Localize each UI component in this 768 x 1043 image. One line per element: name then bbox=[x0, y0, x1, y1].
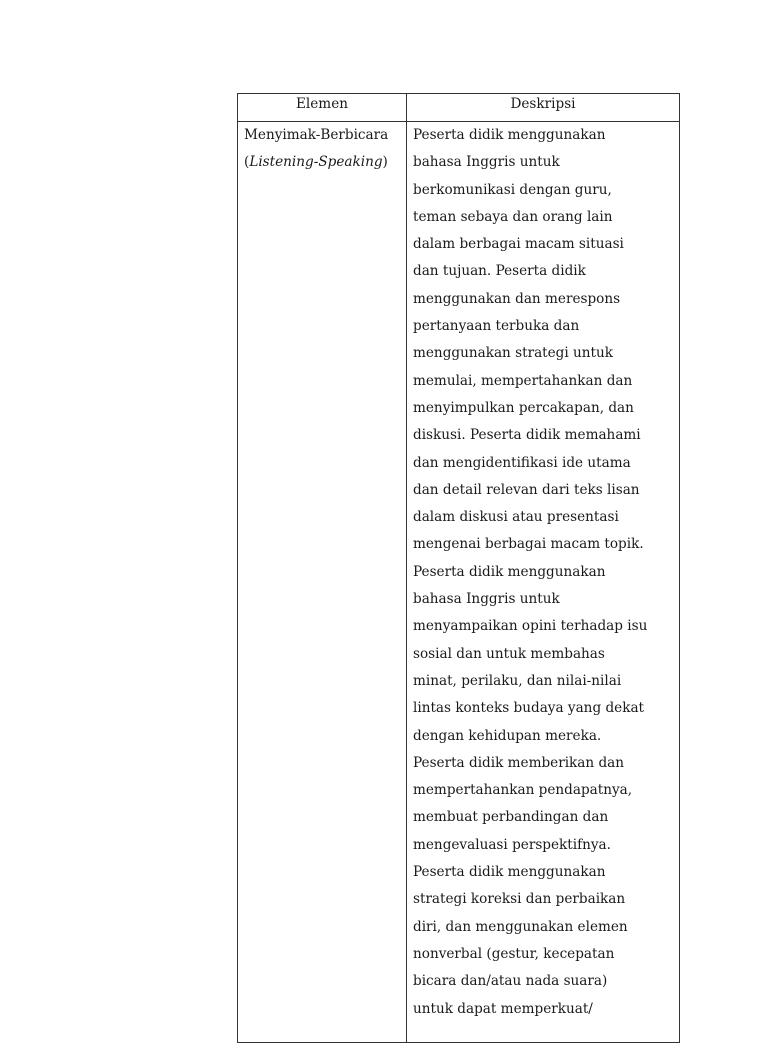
description-line: menyimpulkan percakapan, dan bbox=[413, 399, 634, 416]
paren-close: ) bbox=[382, 154, 388, 171]
description-line: Peserta didik menggunakan bbox=[413, 864, 606, 881]
description-line: mengenai berbagai macam topik. bbox=[413, 536, 644, 553]
element-cell bbox=[238, 122, 407, 1043]
description-line: strategi koreksi dan perbaikan bbox=[413, 891, 626, 908]
description-line: bahasa Inggris untuk bbox=[413, 154, 560, 171]
description-line: menggunakan dan merespons bbox=[413, 290, 621, 307]
description-line: diri, dan menggunakan elemen bbox=[413, 918, 628, 935]
header-elemen: Elemen bbox=[238, 94, 407, 122]
description-line: bahasa Inggris untuk bbox=[413, 591, 560, 608]
table-header-row bbox=[238, 94, 680, 122]
description-line: mengevaluasi perspektifnya. bbox=[413, 836, 611, 853]
description-line: menyampaikan opini terhadap isu bbox=[413, 618, 648, 635]
header-deskripsi: Deskripsi bbox=[407, 94, 680, 122]
element-subtitle-italic: Listening-Speaking bbox=[249, 154, 383, 171]
description-line: membuat perbandingan dan bbox=[413, 809, 609, 826]
description-line: bicara dan/atau nada suara) bbox=[413, 973, 608, 990]
description-line: nonverbal (gestur, kecepatan bbox=[413, 945, 615, 962]
description-line: minat, perilaku, dan nilai-nilai bbox=[413, 672, 622, 689]
description-line: untuk dapat memperkuat/ bbox=[413, 1000, 593, 1017]
description-text bbox=[413, 122, 673, 1023]
paren-open: ( bbox=[244, 154, 250, 171]
description-line: berkomunikasi dengan guru, bbox=[413, 181, 612, 198]
description-line: dan detail relevan dari teks lisan bbox=[413, 481, 640, 498]
description-line: dan tujuan. Peserta didik bbox=[413, 263, 586, 280]
description-line: Peserta didik menggunakan bbox=[413, 563, 606, 580]
description-line: memulai, mempertahankan dan bbox=[413, 372, 633, 389]
table-row bbox=[238, 122, 680, 1043]
description-line: pertanyaan terbuka dan bbox=[413, 318, 580, 335]
element-subtitle bbox=[244, 149, 400, 176]
description-line: mempertahankan pendapatnya, bbox=[413, 782, 633, 799]
description-line: menggunakan strategi untuk bbox=[413, 345, 614, 362]
description-cell bbox=[407, 122, 680, 1043]
description-line: dalam diskusi atau presentasi bbox=[413, 509, 619, 526]
description-line: teman sebaya dan orang lain bbox=[413, 208, 613, 225]
description-line: Peserta didik menggunakan bbox=[413, 127, 606, 143]
description-line: lintas konteks budaya yang dekat bbox=[413, 700, 645, 717]
curriculum-table bbox=[237, 93, 680, 1043]
description-line: sosial dan untuk membahas bbox=[413, 645, 605, 662]
description-line: dan mengidentifikasi ide utama bbox=[413, 454, 631, 471]
description-line: diskusi. Peserta didik memahami bbox=[413, 427, 641, 444]
description-line: dengan kehidupan mereka. bbox=[413, 727, 602, 744]
description-line: dalam berbagai macam situasi bbox=[413, 236, 624, 253]
element-name: Menyimak-Berbicara bbox=[244, 127, 389, 143]
description-line: Peserta didik memberikan dan bbox=[413, 754, 625, 771]
